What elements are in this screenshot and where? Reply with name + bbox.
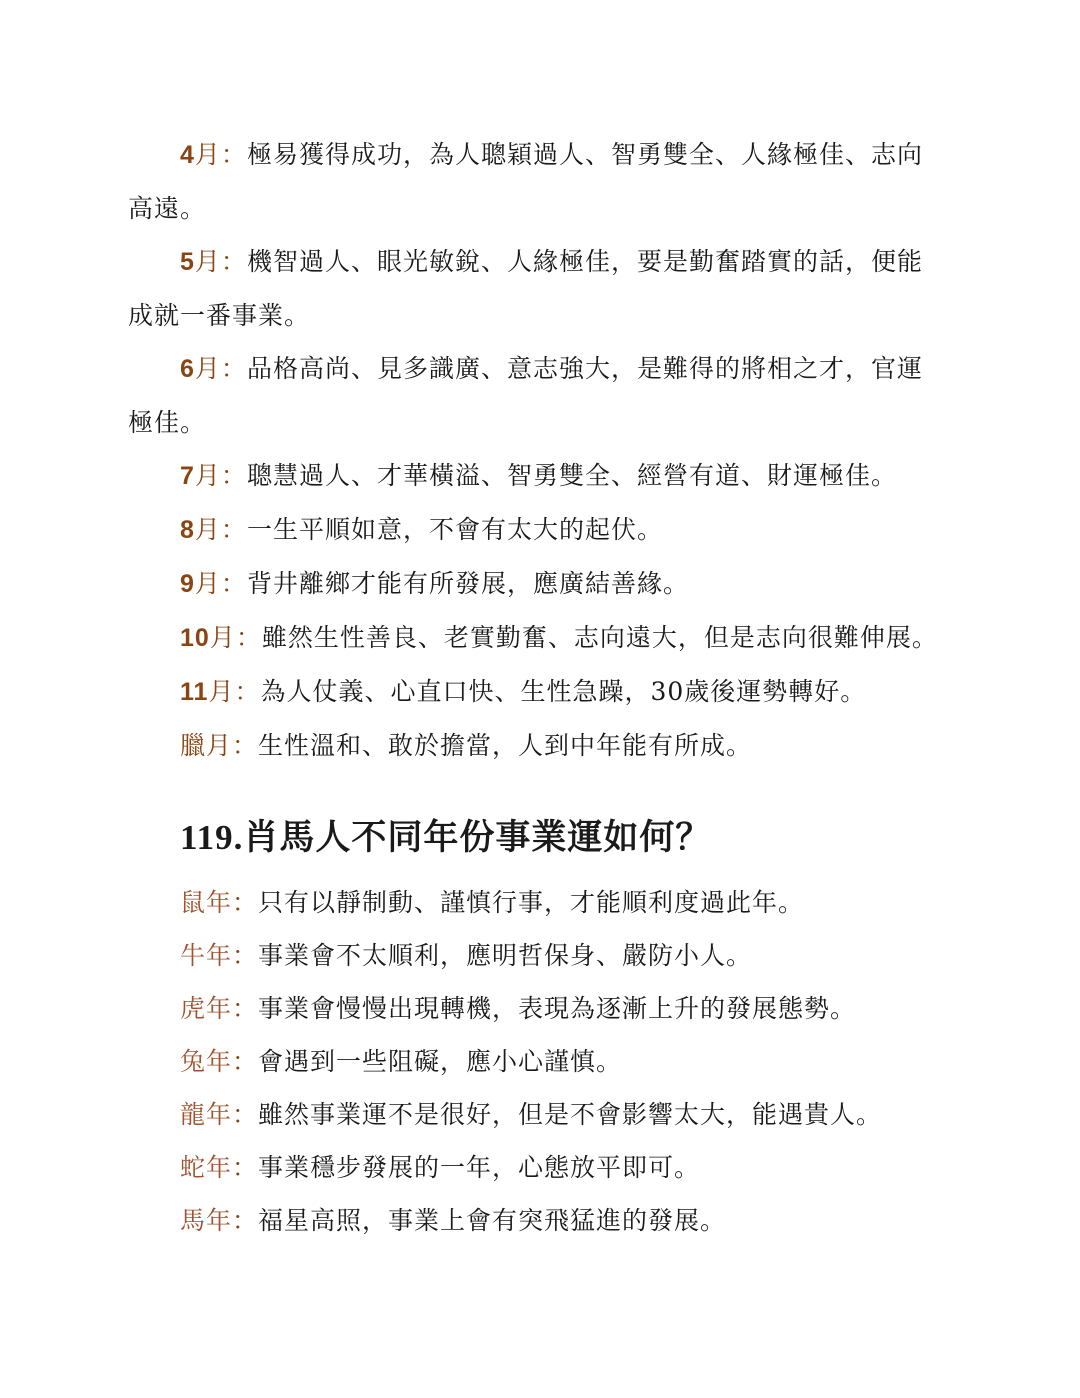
- month-entry-9: [128, 557, 948, 611]
- month-number: 5: [180, 248, 195, 276]
- month-description: 品格高尚、見多識廣、意志強大，是難得的將相之才，官運極佳。: [128, 354, 923, 437]
- year-entry-ox: [180, 929, 960, 982]
- year-entry-rat: [180, 876, 960, 929]
- year-description: 事業會慢慢出現轉機，表現為逐漸上升的發展態勢。: [258, 994, 857, 1023]
- birth-month-section: [128, 128, 948, 772]
- heading-number: 119.: [180, 818, 244, 857]
- year-label: 鼠年: [180, 888, 233, 917]
- month-unit: 月: [194, 354, 221, 383]
- year-entry-snake: [180, 1141, 960, 1194]
- month-unit: 月: [194, 247, 221, 276]
- colon: ：: [232, 888, 259, 917]
- colon: ：: [220, 569, 247, 598]
- year-entry-dragon: [180, 1088, 960, 1141]
- year-description: 事業會不太順利，應明哲保身、嚴防小人。: [258, 941, 753, 970]
- month-label: [180, 516, 221, 544]
- colon: ：: [232, 941, 259, 970]
- month-number: 4: [180, 141, 195, 169]
- month-description: 極易獲得成功，為人聰穎過人、智勇雙全、人緣極佳、志向高遠。: [128, 140, 923, 223]
- colon: ：: [232, 1047, 259, 1076]
- month-entry-10: [128, 611, 948, 665]
- year-label: 虎年: [180, 994, 233, 1023]
- year-label: 蛇年: [180, 1153, 233, 1182]
- colon: ：: [220, 140, 247, 169]
- year-description: 只有以靜制動、謹慎行事，才能順利度過此年。: [258, 888, 805, 917]
- month-label: [180, 141, 221, 169]
- year-description: 雖然事業運不是很好，但是不會影響太大，能遇貴人。: [258, 1100, 883, 1129]
- month-unit: 月: [194, 569, 221, 598]
- month-description: 生性溫和、敢於擔當，人到中年能有所成。: [258, 731, 753, 760]
- month-unit: 月: [208, 677, 235, 706]
- year-description: 福星高照，事業上會有突飛猛進的發展。: [258, 1206, 727, 1235]
- month-entry-12: [128, 719, 948, 772]
- month-description: 為人仗義、心直口快、生性急躁，30歲後運勢轉好。: [260, 677, 867, 706]
- month-number: 10: [180, 624, 210, 652]
- year-entry-rabbit: [180, 1035, 960, 1088]
- month-label: 臘月: [180, 731, 233, 760]
- month-description: 聰慧過人、才華橫溢、智勇雙全、經營有道、財運極佳。: [246, 461, 897, 490]
- month-label: [180, 624, 236, 652]
- month-description: 機智過人、眼光敏銳、人緣極佳，要是勤奮踏實的話，便能成就一番事業。: [128, 247, 923, 330]
- colon: ：: [220, 515, 247, 544]
- month-entry-8: [128, 503, 948, 557]
- colon: ：: [232, 1153, 259, 1182]
- year-label: 兔年: [180, 1047, 233, 1076]
- month-number: 8: [180, 516, 195, 544]
- colon: ：: [220, 247, 247, 276]
- section-heading: [180, 808, 711, 868]
- colon: ：: [232, 994, 259, 1023]
- colon: ：: [234, 677, 261, 706]
- month-entry-4: [128, 128, 948, 235]
- year-label: 牛年: [180, 941, 233, 970]
- month-entry-5: [128, 235, 948, 342]
- month-number: 6: [180, 355, 195, 383]
- month-label: [180, 570, 221, 598]
- month-unit: 月: [194, 515, 221, 544]
- colon: ：: [220, 354, 247, 383]
- year-label: 馬年: [180, 1206, 233, 1235]
- month-label: [180, 248, 221, 276]
- month-number: 11: [180, 678, 209, 706]
- month-unit: 月: [209, 623, 236, 652]
- month-entry-6: [128, 342, 948, 449]
- year-entry-horse: [180, 1194, 960, 1247]
- month-description: 雖然生性善良、老實勤奮、志向遠大，但是志向很難伸展。: [261, 623, 938, 652]
- month-number: 9: [180, 570, 195, 598]
- month-label: [180, 355, 221, 383]
- heading-title: 肖馬人不同年份事業運如何？: [243, 817, 712, 858]
- month-description: 背井離鄉才能有所發展，應廣結善緣。: [246, 569, 689, 598]
- year-description: 會遇到一些阻礙，應小心謹慎。: [258, 1047, 623, 1076]
- year-description: 事業穩步發展的一年，心態放平即可。: [258, 1153, 701, 1182]
- month-label: [180, 678, 234, 706]
- colon: ：: [232, 731, 259, 760]
- year-label: 龍年: [180, 1100, 233, 1129]
- month-entry-7: [128, 449, 948, 503]
- month-label: [180, 462, 221, 490]
- colon: ：: [232, 1100, 259, 1129]
- colon: ：: [235, 623, 262, 652]
- year-entry-tiger: [180, 982, 960, 1035]
- month-entry-11: [128, 665, 948, 719]
- colon: ：: [232, 1206, 259, 1235]
- month-number: 7: [180, 462, 195, 490]
- month-unit: 月: [194, 461, 221, 490]
- colon: ：: [220, 461, 247, 490]
- month-unit: 月: [194, 140, 221, 169]
- zodiac-year-section: [180, 876, 960, 1247]
- month-description: 一生平順如意，不會有太大的起伏。: [246, 515, 663, 544]
